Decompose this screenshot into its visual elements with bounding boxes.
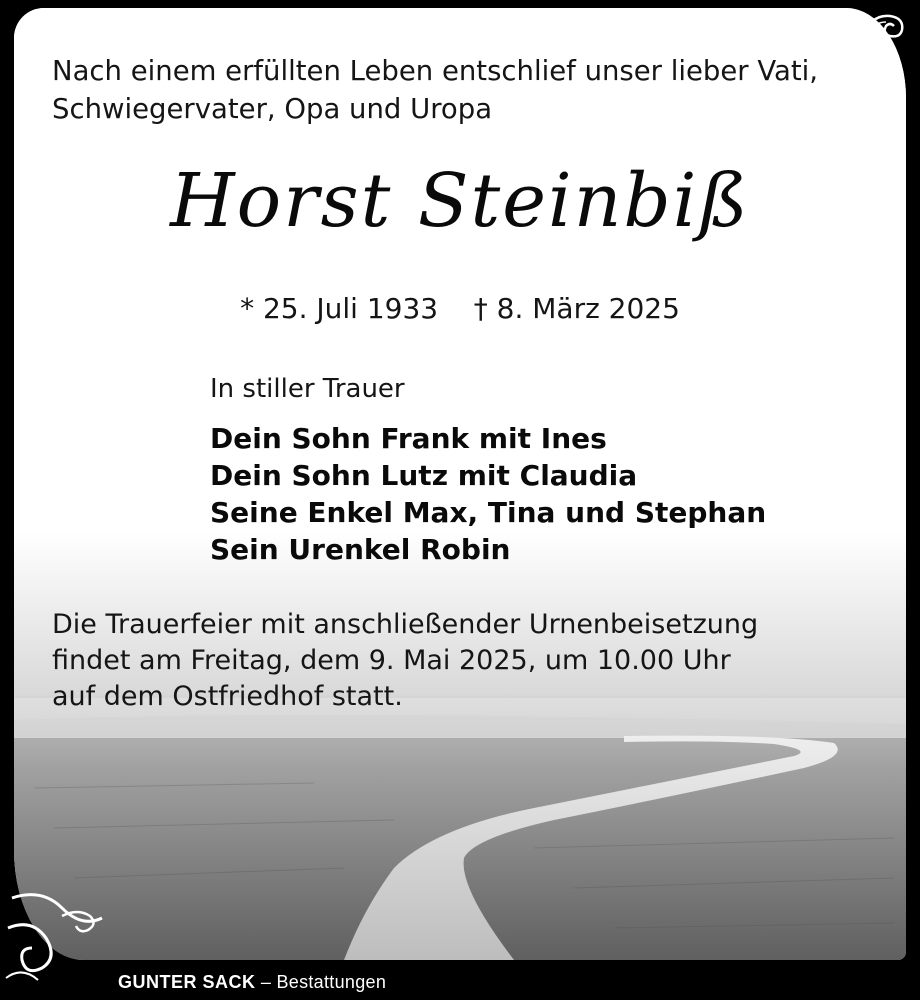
service-line: Die Trauerfeier mit anschließender Urnenbeisetzung bbox=[52, 609, 759, 640]
funeral-home-service: Bestattungen bbox=[276, 972, 387, 992]
funeral-home-name: GUNTER SACK bbox=[118, 972, 256, 992]
life-dates bbox=[14, 292, 906, 325]
death-date: † 8. März 2025 bbox=[473, 292, 680, 325]
footer-separator: – bbox=[260, 972, 272, 992]
flourish-ornament-bottom-left-icon bbox=[2, 888, 112, 998]
family-member: Dein Sohn Lutz mit Claudia bbox=[210, 459, 638, 492]
family-member: Dein Sohn Frank mit Ines bbox=[210, 422, 607, 455]
intro-text: Nach einem erfüllten Leben entschlief unser lieber Vati, Schwiegervater, Opa und Uropa bbox=[52, 55, 819, 125]
deceased-name: Horst Steinbiß bbox=[170, 158, 750, 244]
service-line: auf dem Ostfriedhof statt. bbox=[52, 681, 403, 712]
notice-panel bbox=[14, 8, 906, 960]
birth-date: * 25. Juli 1933 bbox=[240, 292, 439, 325]
family-list bbox=[210, 420, 766, 568]
funeral-home-footer bbox=[118, 972, 386, 993]
mourning-label: In stiller Trauer bbox=[210, 374, 405, 404]
service-line: findet am Freitag, dem 9. Mai 2025, um 10.00 Uhr bbox=[52, 645, 731, 676]
family-member: Sein Urenkel Robin bbox=[210, 533, 511, 566]
flourish-ornament-top-right-icon bbox=[860, 8, 908, 48]
service-details bbox=[52, 607, 758, 715]
family-member: Seine Enkel Max, Tina und Stephan bbox=[210, 496, 767, 529]
